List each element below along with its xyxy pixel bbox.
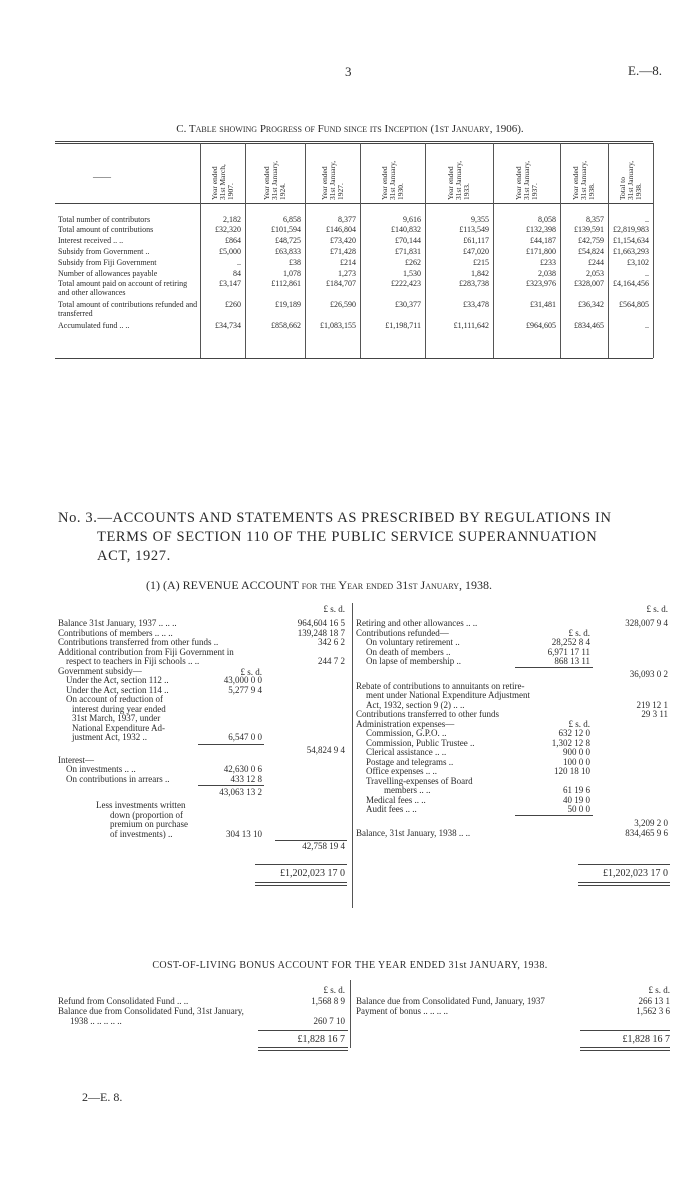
voluntary-retirement: On voluntary retirement .. bbox=[366, 637, 460, 647]
table-c-cell: £73,420 bbox=[330, 236, 356, 245]
table-c-cell: £323,976 bbox=[526, 279, 556, 288]
table-c-row-label: Interest received .. .. bbox=[58, 236, 124, 245]
table-c-cell: £44,187 bbox=[530, 236, 556, 245]
table-c-cell: £244 bbox=[588, 258, 604, 267]
lapse-of-membership: On lapse of membership .. bbox=[366, 656, 461, 666]
revenue-title: (1) (A) REVENUE ACCOUNT for the Year ended 31st January, 1938. bbox=[146, 578, 492, 592]
table-c-column-header: Year ended 31st January, 1933. bbox=[446, 160, 471, 200]
table-c-cell: £112,861 bbox=[271, 279, 301, 288]
table-c-cell: £47,020 bbox=[463, 247, 489, 256]
table-c-cell: £5,000 bbox=[219, 247, 241, 256]
contributions-transferred-amount: 342 6 2 bbox=[318, 637, 345, 647]
table-c-cell: 9,616 bbox=[403, 215, 421, 224]
page-code: E.—8. bbox=[628, 63, 662, 78]
table-c-cell: £139,591 bbox=[574, 225, 604, 234]
retiring-allowances-amount: 328,007 9 4 bbox=[625, 618, 668, 628]
table-c-cell: £54,824 bbox=[578, 247, 604, 256]
table-c-cell: 8,058 bbox=[538, 215, 556, 224]
table-c-cell: £101,594 bbox=[271, 225, 301, 234]
total-rule bbox=[255, 864, 347, 865]
table-c-cell: £1,083,155 bbox=[320, 321, 356, 330]
table-c-cell: £63,833 bbox=[275, 247, 301, 256]
subtotal-rule bbox=[515, 667, 593, 668]
section-heading-line3: ACT, 1927. bbox=[97, 548, 171, 564]
subsidy-total-amount: 54,824 9 4 bbox=[306, 745, 345, 756]
refunded-total-amount: 36,093 0 2 bbox=[629, 669, 668, 680]
revenue-line-label: interest during year ended bbox=[72, 703, 166, 714]
table-c-cell: 6,858 bbox=[283, 215, 301, 224]
additional-contribution-cont-amount: 244 7 2 bbox=[318, 656, 345, 666]
lapse-of-membership-amount: 868 13 11 bbox=[554, 656, 590, 666]
lsd-header: £ s. d. bbox=[323, 985, 345, 995]
subsidy-section-112: Under the Act, section 112 .. bbox=[66, 675, 169, 685]
bonus-balance-jan-1937-amount: 266 13 1 bbox=[638, 996, 670, 1006]
audit-fees-amount: 50 0 0 bbox=[567, 804, 590, 815]
bonus-balance-due: Balance due from Consolidated Fund, 31st January, bbox=[58, 1006, 244, 1016]
table-c-cell: £140,832 bbox=[391, 225, 421, 234]
table-c-cell: 1,530 bbox=[403, 269, 421, 278]
contributions-refunded: Contributions refunded— bbox=[356, 627, 449, 638]
clerical-assistance-amount: 900 0 0 bbox=[563, 747, 590, 758]
table-c-cell: £38 bbox=[289, 258, 301, 267]
table-c-cell: £3,147 bbox=[219, 279, 241, 288]
table-c-cell: £30,377 bbox=[395, 300, 421, 309]
page-number: 3 bbox=[345, 64, 352, 79]
total-double-rule bbox=[258, 1047, 348, 1048]
total-double-rule bbox=[258, 1050, 348, 1051]
transferred-other-funds: Contributions transferred to other funds bbox=[356, 709, 499, 720]
interest-subtotal-amount: 43,063 13 2 bbox=[219, 787, 262, 798]
death-of-members-amount: 6,971 17 11 bbox=[547, 646, 590, 657]
bonus-balance-jan-1937: Balance due from Consolidated Fund, January, 1937 bbox=[356, 996, 545, 1006]
total-rule bbox=[258, 1030, 348, 1031]
table-c-cell: £283,738 bbox=[459, 279, 489, 288]
bonus-payment: Payment of bonus .. .. .. .. bbox=[356, 1006, 448, 1016]
balance-1937-amount: 964,604 16 5 bbox=[297, 618, 345, 628]
commission-public-trustee: Commission, Public Trustee .. bbox=[366, 737, 475, 748]
voluntary-retirement-amount: 28,252 8 4 bbox=[551, 637, 590, 647]
table-c-row-label: Accumulated fund .. .. bbox=[58, 321, 130, 330]
total-double-rule bbox=[580, 1047, 670, 1048]
interest-net-amount: 42,758 19 4 bbox=[302, 841, 345, 852]
table-c-cell: £31,481 bbox=[530, 300, 556, 309]
table-c-cell: £71,428 bbox=[330, 247, 356, 256]
bonus-credit-total: £1,828 16 7 bbox=[622, 1034, 670, 1045]
clerical-assistance: Clerical assistance .. .. bbox=[366, 747, 447, 758]
table-c-cell: £858,662 bbox=[271, 321, 301, 330]
table-c-cell: .. bbox=[645, 215, 649, 224]
table-c-cell: £214 bbox=[340, 258, 356, 267]
revenue-line-amount: 61 19 6 bbox=[563, 785, 590, 796]
section-heading-line1: No. 3.—ACCOUNTS AND STATEMENTS AS PRESCRIBED BY REGULATIONS IN bbox=[58, 510, 612, 526]
table-c-row-label: Total amount of contributions bbox=[58, 225, 154, 234]
table-c-cell: 84 bbox=[233, 269, 241, 278]
table-c-title: C. Table showing Progress of Fund since its Inception (1st January, 1906). bbox=[176, 123, 524, 135]
bonus-debit-total: £1,828 16 7 bbox=[297, 1034, 345, 1045]
table-c-column-header: Year ended 31st January, 1927. bbox=[319, 160, 345, 200]
table-c-cell: £132,398 bbox=[526, 225, 556, 234]
postage-telegrams: Postage and telegrams .. bbox=[366, 756, 454, 767]
revenue-line-label: National Expenditure Ad- bbox=[72, 722, 165, 733]
table-c-cell: £34,734 bbox=[215, 321, 241, 330]
table-c-row-label: Subsidy from Government .. bbox=[58, 247, 150, 256]
bonus-payment-amount: 1,562 3 6 bbox=[636, 1006, 670, 1016]
table-c-cell: £42,759 bbox=[578, 236, 604, 245]
table-c-cell: .. bbox=[237, 258, 241, 267]
table-c-cell: £2,819,983 bbox=[613, 225, 649, 234]
death-of-members: On death of members .. bbox=[366, 646, 451, 657]
table-c-column-header: Year ended 31st January, 1938. bbox=[571, 160, 596, 200]
table-c-cell: 8,377 bbox=[338, 215, 356, 224]
table-c-cell: 9,355 bbox=[471, 215, 489, 224]
administration-total-amount: 3,209 2 0 bbox=[634, 818, 668, 829]
table-c-cell: £1,154,634 bbox=[613, 236, 649, 245]
rebate-contributions: Rebate of contributions to annuitants on retire- bbox=[356, 680, 525, 691]
table-c-cell: £564,805 bbox=[619, 300, 649, 309]
office-expenses: Office expenses .. .. bbox=[366, 766, 438, 777]
table-c-row-label: Total number of contributors bbox=[58, 215, 151, 224]
table-c-cell: £260 bbox=[225, 300, 241, 309]
commission-public-trustee-amount: 1,302 12 8 bbox=[551, 737, 590, 748]
lsd-header: £ s. d. bbox=[646, 604, 668, 614]
revenue-line-label: members .. .. bbox=[384, 785, 431, 796]
total-double-rule bbox=[580, 1050, 670, 1051]
table-c-row-label: Number of allowances payable bbox=[58, 269, 158, 278]
table-c-cell: £184,707 bbox=[326, 279, 356, 288]
table-c-cell: 1,078 bbox=[283, 269, 301, 278]
page-footer: 2—E. 8. bbox=[82, 1090, 123, 1104]
table-c-cell: £222,423 bbox=[391, 279, 421, 288]
table-c-row-label: Total amount paid on account of retiring and other allowances bbox=[58, 279, 188, 297]
table-c-cell: £26,590 bbox=[330, 300, 356, 309]
table-c-row-label: Subsidy from Fiji Government bbox=[58, 258, 157, 267]
table-c-cell: £1,198,711 bbox=[385, 321, 421, 330]
table-c-cell: £1,663,293 bbox=[613, 247, 649, 256]
bonus-refund: Refund from Consolidated Fund .. .. bbox=[58, 996, 189, 1006]
bonus-title: COST-OF-LIVING BONUS ACCOUNT FOR THE YEAR ENDED 31st JANUARY, 1938. bbox=[152, 960, 548, 971]
table-c-cell: £71,831 bbox=[395, 247, 421, 256]
government-subsidy: Government subsidy— bbox=[58, 665, 142, 676]
contributions-transferred: Contributions transferred from other funds .. bbox=[58, 637, 219, 647]
table-c-cell: £233 bbox=[540, 258, 556, 267]
subtotal-rule bbox=[515, 815, 593, 816]
table-c-cell: .. bbox=[645, 269, 649, 278]
table-c-cell: £834,465 bbox=[574, 321, 604, 330]
revenue-line-label: Act, 1932, section 9 (2) .. .. bbox=[366, 699, 465, 710]
total-double-rule bbox=[578, 882, 670, 883]
table-c-stub-dash: —— bbox=[93, 172, 111, 182]
interest-arrears: On contributions in arrears .. bbox=[66, 773, 170, 784]
table-c-cell: 2,053 bbox=[586, 269, 604, 278]
lsd-subheader: £ s. d. bbox=[568, 718, 590, 729]
table-c-column-header: Year ended 31st January, 1930. bbox=[379, 160, 405, 200]
revenue-line-label: 31st March, 1937, under bbox=[72, 713, 161, 723]
less-written-down: Less investments written bbox=[96, 800, 186, 811]
table-c-cell: .. bbox=[645, 321, 649, 330]
interest-arrears-amount: 433 12 8 bbox=[230, 773, 262, 784]
table-c-cell: £19,189 bbox=[275, 300, 301, 309]
medical-fees-amount: 40 19 0 bbox=[563, 794, 590, 805]
table-c-cell: £113,549 bbox=[459, 225, 489, 234]
contributions-members-amount: 139,248 18 7 bbox=[297, 627, 345, 638]
commission-gpo-amount: 632 12 0 bbox=[558, 728, 590, 739]
balance-1937: Balance 31st January, 1937 .. .. .. bbox=[58, 618, 177, 628]
interest-investments: On investments .. .. bbox=[66, 764, 136, 775]
office-expenses-amount: 120 18 10 bbox=[554, 766, 590, 777]
table-c-cell: £70,144 bbox=[395, 236, 421, 245]
table-c-cell: £4,164,456 bbox=[613, 279, 649, 288]
table-c-cell: £36,342 bbox=[578, 300, 604, 309]
balance-1938: Balance, 31st January, 1938 .. .. bbox=[356, 827, 471, 838]
revenue-line-label: justment Act, 1932 .. bbox=[72, 732, 147, 742]
commission-gpo: Commission, G.P.O. .. bbox=[366, 728, 447, 739]
table-c-cell: £171,800 bbox=[526, 247, 556, 256]
table-c-column-header: Year ended 31st January, 1937. bbox=[513, 160, 539, 200]
contributions-members: Contributions of members .. .. .. bbox=[58, 627, 173, 638]
reduction-interest: On account of reduction of bbox=[66, 694, 163, 704]
additional-contribution: Additional contribution from Fiji Government in bbox=[58, 646, 234, 657]
medical-fees: Medical fees .. .. bbox=[366, 794, 426, 805]
lsd-subheader: £ s. d. bbox=[568, 627, 590, 638]
table-c-column-header: Year ended 31st January, 1924. bbox=[262, 160, 287, 200]
interest-investments-amount: 42,630 0 6 bbox=[223, 764, 262, 775]
revenue-line-label: of investments) .. bbox=[110, 828, 173, 839]
lsd-header: £ s. d. bbox=[648, 985, 670, 995]
table-c-cell: £215 bbox=[473, 258, 489, 267]
revenue-line-label: down (proportion of bbox=[110, 809, 183, 820]
travelling-expenses: Travelling-expenses of Board bbox=[366, 775, 473, 786]
lsd-subheader: £ s. d. bbox=[240, 667, 262, 677]
table-c-cell: £1,111,642 bbox=[453, 321, 489, 330]
table-c-column-rule bbox=[653, 143, 654, 358]
postage-telegrams-amount: 100 0 0 bbox=[563, 756, 590, 767]
total-double-rule bbox=[255, 885, 347, 886]
revenue-line-label: ment under National Expenditure Adjustment bbox=[366, 690, 530, 701]
subsidy-section-114-amount: 5,277 9 4 bbox=[228, 684, 262, 695]
balance-1938-amount: 834,465 9 6 bbox=[625, 827, 668, 838]
table-c-cell: 1,273 bbox=[338, 269, 356, 278]
table-c-row-label: Total amount of contributions refunded and transferred bbox=[58, 300, 198, 318]
table-c-cell: £61,117 bbox=[463, 236, 489, 245]
revenue-line-amount: 304 13 10 bbox=[226, 828, 262, 839]
table-c-cell: £964,605 bbox=[526, 321, 556, 330]
table-c-cell: £146,804 bbox=[326, 225, 356, 234]
total-rule bbox=[580, 1030, 670, 1031]
bonus-balance-due-amount: 260 7 10 bbox=[313, 1016, 345, 1026]
table-c-cell: 2,182 bbox=[223, 215, 241, 224]
table-c-column-header: Year ended 31st March, 1907. bbox=[209, 164, 235, 200]
table-c-cell: £3,102 bbox=[627, 258, 649, 267]
subtotal-rule bbox=[198, 744, 264, 745]
bonus-refund-amount: 1,568 8 9 bbox=[311, 996, 345, 1006]
revenue-debit-total: £1,202,023 17 0 bbox=[280, 868, 345, 879]
revenue-line-amount: 6,547 0 0 bbox=[228, 732, 262, 742]
transferred-other-funds-amount: 29 3 11 bbox=[641, 709, 668, 720]
table-c-cell: £262 bbox=[405, 258, 421, 267]
subsidy-section-112-amount: 43,000 0 0 bbox=[223, 675, 262, 685]
retiring-allowances: Retiring and other allowances .. .. bbox=[356, 618, 478, 628]
revenue-line-amount: 219 12 1 bbox=[636, 699, 668, 710]
total-rule bbox=[578, 864, 670, 865]
interest-heading: Interest— bbox=[58, 754, 94, 765]
table-c-cell: £864 bbox=[225, 236, 241, 245]
total-double-rule bbox=[255, 882, 347, 883]
additional-contribution-cont: respect to teachers in Fiji schools .. .. bbox=[66, 656, 200, 666]
lsd-header: £ s. d. bbox=[323, 604, 345, 614]
table-c-column-header: Total to 31st January, 1938. bbox=[617, 160, 643, 200]
audit-fees: Audit fees .. .. bbox=[366, 804, 417, 815]
total-double-rule bbox=[578, 885, 670, 886]
bonus-balance-due-cont: 1938 .. .. .. .. .. bbox=[70, 1016, 122, 1026]
table-c-cell: £328,007 bbox=[574, 279, 604, 288]
table-c-cell: £48,725 bbox=[275, 236, 301, 245]
table-c-cell: 2,038 bbox=[538, 269, 556, 278]
table-c-cell: £32,320 bbox=[215, 225, 241, 234]
table-c-cell: 8,357 bbox=[586, 215, 604, 224]
subsidy-section-114: Under the Act, section 114 .. bbox=[66, 684, 169, 695]
revenue-line-label: premium on purchase bbox=[110, 819, 188, 830]
section-heading-line2: TERMS OF SECTION 110 OF THE PUBLIC SERVICE SUPERANNUATION bbox=[97, 529, 598, 545]
table-c-cell: £33,478 bbox=[463, 300, 489, 309]
administration-expenses: Administration expenses— bbox=[356, 718, 455, 729]
table-c-cell: 1,842 bbox=[471, 269, 489, 278]
revenue-credit-total: £1,202,023 17 0 bbox=[603, 868, 668, 879]
